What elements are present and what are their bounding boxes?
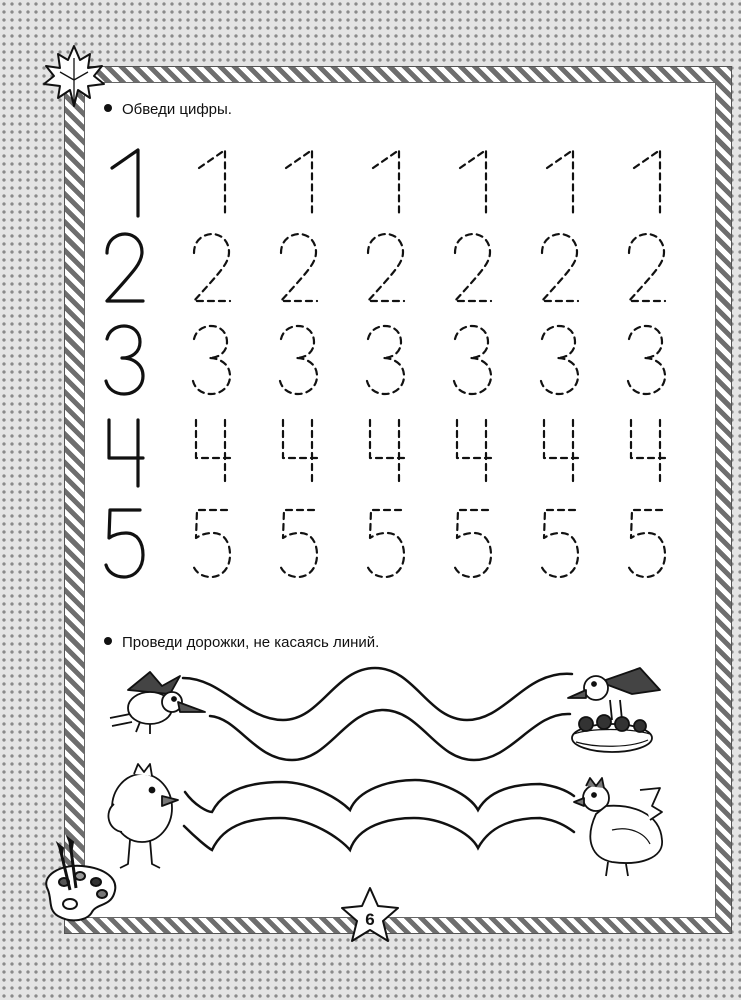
digit-trace-1 — [634, 150, 660, 216]
digit-row-4 — [109, 420, 665, 486]
digit-trace-3 — [541, 326, 578, 394]
digit-trace-1 — [547, 150, 573, 216]
chick-icon — [108, 764, 178, 868]
hen-icon — [574, 778, 662, 876]
digit-sample-2 — [107, 234, 143, 301]
digit-trace-3 — [454, 326, 491, 394]
digit-trace-3 — [280, 326, 317, 394]
page-number: 6 — [365, 910, 375, 929]
page-number-star — [342, 888, 398, 941]
crow-icon — [110, 672, 205, 734]
digit-trace-3 — [367, 326, 404, 394]
paint-palette-icon — [46, 838, 115, 920]
digit-row-1 — [112, 150, 660, 216]
digit-trace-1 — [199, 150, 225, 216]
digit-trace-2 — [455, 234, 491, 301]
digit-trace-3 — [193, 326, 230, 394]
digit-trace-5 — [280, 510, 317, 577]
digit-trace-3 — [628, 326, 665, 394]
instruction-draw-paths: Проведи дорожки, не касаясь линий. — [104, 634, 379, 651]
digit-trace-4 — [370, 420, 404, 486]
digit-row-2 — [107, 234, 665, 301]
digit-trace-5 — [367, 510, 404, 577]
digit-trace-4 — [544, 420, 578, 486]
digit-sample-5 — [106, 510, 143, 577]
digit-trace-5 — [541, 510, 578, 577]
digit-trace-2 — [542, 234, 578, 301]
instruction-trace-digits: Обведи цифры. — [104, 101, 232, 118]
digit-trace-2 — [368, 234, 404, 301]
digit-row-5 — [106, 510, 665, 577]
digit-trace-5 — [628, 510, 665, 577]
digit-trace-5 — [454, 510, 491, 577]
maple-leaf-icon — [44, 46, 104, 106]
digit-sample-3 — [106, 326, 143, 394]
digit-trace-1 — [373, 150, 399, 216]
digit-trace-4 — [283, 420, 317, 486]
digit-row-3 — [106, 326, 665, 394]
digit-trace-4 — [196, 420, 230, 486]
digit-trace-5 — [193, 510, 230, 577]
digit-trace-4 — [631, 420, 665, 486]
digit-trace-1 — [460, 150, 486, 216]
digit-trace-2 — [194, 234, 230, 301]
arch-path-bottom — [184, 780, 574, 850]
digit-trace-2 — [629, 234, 665, 301]
crow-nest-icon — [568, 668, 660, 752]
digit-sample-1 — [112, 150, 138, 216]
wavy-path-top — [183, 668, 572, 760]
digit-trace-4 — [457, 420, 491, 486]
digit-trace-2 — [281, 234, 317, 301]
digit-sample-4 — [109, 420, 143, 486]
digit-trace-1 — [286, 150, 312, 216]
